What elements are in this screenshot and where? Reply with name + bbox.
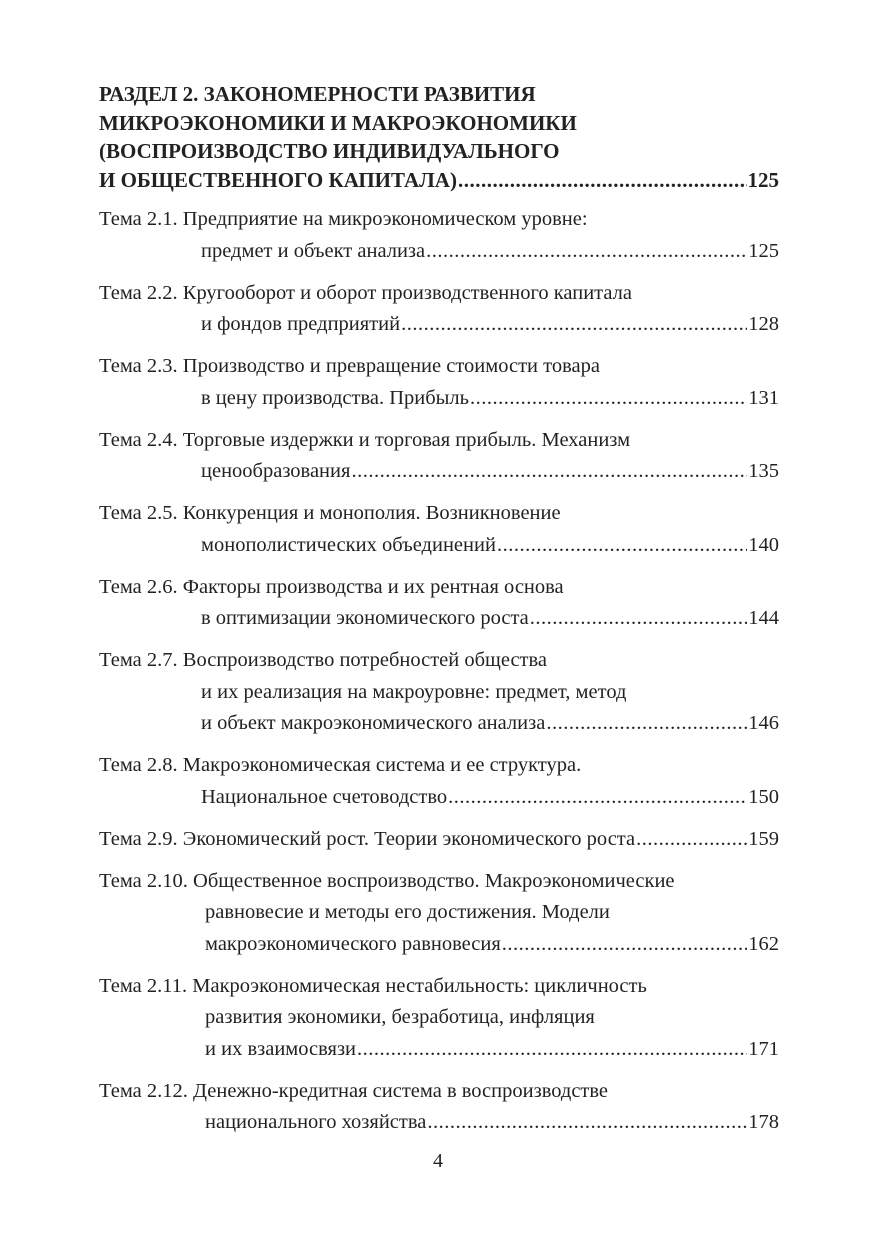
toc-entry-title: Факторы производства и их рентная основа <box>182 575 564 598</box>
toc-entry-first-line <box>99 1076 779 1108</box>
toc-entry-first-line <box>99 498 779 530</box>
toc-entry-title: Кругооборот и оборот производственного капитала <box>182 281 632 304</box>
toc-entry-last-line <box>99 603 779 635</box>
toc-entry-label: Тема 2.12. <box>99 1079 188 1102</box>
toc-entry-title: Экономический рост. Теории экономического роста <box>182 827 636 850</box>
toc-entry-label: Тема 2.7. <box>99 649 178 671</box>
toc-entry-title-end: ценообразования <box>201 460 351 482</box>
toc-entry-title-end: и их взаимосвязи <box>205 1037 357 1060</box>
toc-entry-single-line <box>99 824 779 856</box>
dot-leader <box>401 309 747 341</box>
page-number: 4 <box>433 1150 443 1172</box>
toc-entry-last-line <box>99 929 779 961</box>
toc-entry-label: Тема 2.3. <box>99 355 178 377</box>
toc-entry-continuation: развития экономики, безработица, инфляция <box>205 1006 595 1028</box>
toc-entry-first-line <box>99 866 779 898</box>
toc-entry-label: Тема 2.6. <box>99 575 178 598</box>
toc-entry-title-end: в цену производства. Прибыль <box>201 386 470 409</box>
toc-entry[interactable] <box>99 425 779 488</box>
toc-entry-title: Макроэкономическая система и ее структура. <box>182 754 582 776</box>
toc-entry-title-end: предмет и объект анализа <box>201 239 426 262</box>
toc-entry[interactable] <box>99 204 779 267</box>
toc-entry-last-line <box>99 236 779 268</box>
toc-entry[interactable] <box>99 750 779 813</box>
toc-entry[interactable] <box>99 645 779 740</box>
toc-entry-label: Тема 2.8. <box>99 754 178 776</box>
toc-entry[interactable] <box>99 278 779 341</box>
toc-entry-title-end: в оптимизации экономического роста <box>201 607 529 629</box>
section-page-number: 125 <box>747 167 779 192</box>
toc-entry-last-line <box>99 1034 779 1066</box>
toc-entry-title: Конкуренция и монополия. Возникновение <box>182 502 561 524</box>
dot-leader <box>448 782 747 814</box>
toc-entry-page-number: 128 <box>748 313 779 335</box>
toc-entry-label: Тема 2.4. <box>99 428 178 451</box>
toc-entry-title: Общественное воспроизводство. Макроэкономические <box>193 869 675 892</box>
dot-leader <box>458 166 747 195</box>
toc-entry-title: Денежно-кредитная система в воспроизводстве <box>193 1079 609 1102</box>
toc-entry-page-number: 150 <box>748 785 779 808</box>
toc-entry-last-line <box>99 383 779 415</box>
toc-entry-label: Тема 2.2. <box>99 281 178 304</box>
toc-entry-first-line <box>99 971 779 1003</box>
toc-entry-title-end: монополистических объединений <box>201 533 496 556</box>
toc-entry-page-number: 171 <box>748 1037 779 1060</box>
toc-entry-last-line <box>99 1107 779 1139</box>
section-heading[interactable] <box>99 80 779 194</box>
toc-entry-label: Тема 2.11. <box>99 974 188 997</box>
toc-entry-first-line <box>99 572 779 604</box>
section-last-line: И ОБЩЕСТВЕННОГО КАПИТАЛА) <box>99 167 457 192</box>
toc-entry-label: Тема 2.5. <box>99 502 178 524</box>
toc-entry-first-line <box>99 645 779 677</box>
toc-entry-page-number: 162 <box>748 932 779 955</box>
toc-entry-title-end: макроэкономического равновесия <box>205 932 501 955</box>
toc-entry[interactable] <box>99 866 779 961</box>
section-line: (ВОСПРОИЗВОДСТВО ИНДИВИДУАЛЬНОГО <box>99 139 560 163</box>
dot-leader <box>502 929 747 961</box>
toc-entry-page-number: 159 <box>748 827 779 850</box>
section-line: РАЗДЕЛ 2. ЗАКОНОМЕРНОСТИ РАЗВИТИЯ <box>99 82 536 106</box>
toc-entry-last-line <box>99 708 779 740</box>
toc-entry-title-end: и объект макроэкономического анализа <box>201 712 546 734</box>
toc-entry-continuation: и их реализация на макроуровне: предмет, метод <box>201 680 627 703</box>
toc-entry-last-line <box>99 309 779 341</box>
dot-leader <box>470 383 747 415</box>
toc-entry-first-line <box>99 278 779 310</box>
toc-entry-page-number: 131 <box>748 386 779 409</box>
toc-entry-page-number: 140 <box>748 533 779 556</box>
toc-entry-text <box>99 824 635 856</box>
toc-entry-title-end: и фондов предприятий <box>201 313 401 335</box>
toc-entry-page-number: 135 <box>748 460 779 482</box>
toc-entry-last-line <box>99 530 779 562</box>
toc-entry[interactable] <box>99 971 779 1066</box>
toc-entry-last-line <box>99 782 779 814</box>
toc-entry-title: Предприятие на микроэкономическом уровне: <box>182 208 588 230</box>
section-line: МИКРОЭКОНОМИКИ И МАКРОЭКОНОМИКИ <box>99 110 577 135</box>
toc-entry[interactable] <box>99 824 779 856</box>
dot-leader <box>427 1107 747 1139</box>
toc-entry-label: Тема 2.10. <box>99 869 188 892</box>
toc-entry-continuation: равновесие и методы его достижения. Модели <box>205 901 610 923</box>
dot-leader <box>497 530 747 562</box>
toc-entry-page-number: 125 <box>748 239 779 262</box>
toc-entry-list <box>99 204 779 1139</box>
toc-entry-title: Воспроизводство потребностей общества <box>182 649 548 671</box>
toc-entry-first-line <box>99 750 779 782</box>
dot-leader <box>530 603 748 635</box>
toc-entry-label: Тема 2.9. <box>99 827 178 850</box>
toc-entry-page-number: 144 <box>748 607 779 629</box>
toc-entry-first-line <box>99 351 779 383</box>
toc-entry-title-end: национального хозяйства <box>205 1111 427 1133</box>
toc-entry-label: Тема 2.1. <box>99 208 178 230</box>
toc-entry-title-end: Национальное счетоводство <box>201 785 448 808</box>
dot-leader <box>636 824 747 856</box>
dot-leader <box>546 708 747 740</box>
toc-entry-page-number: 146 <box>748 712 779 734</box>
toc-entry-title: Макроэкономическая нестабильность: цикличность <box>192 974 647 997</box>
toc-entry[interactable] <box>99 572 779 635</box>
toc-entry-title: Торговые издержки и торговая прибыль. Механизм <box>182 428 631 451</box>
toc-entry-first-line <box>99 204 779 236</box>
table-of-contents <box>99 80 779 1149</box>
toc-entry[interactable] <box>99 498 779 561</box>
toc-entry[interactable] <box>99 1076 779 1139</box>
toc-entry-page-number: 178 <box>748 1111 779 1133</box>
toc-entry-first-line <box>99 425 779 457</box>
toc-entry-title: Производство и превращение стоимости товара <box>182 355 600 377</box>
dot-leader <box>357 1034 747 1066</box>
dot-leader <box>426 236 747 268</box>
toc-entry[interactable] <box>99 351 779 414</box>
toc-entry-last-line <box>99 456 779 488</box>
dot-leader <box>351 456 747 488</box>
